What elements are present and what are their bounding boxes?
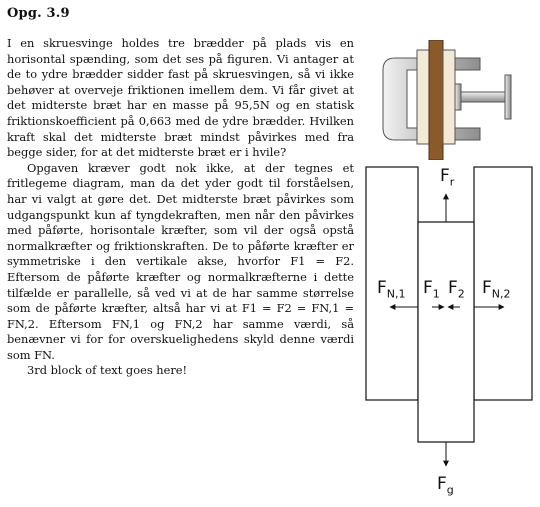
- c-clamp-drawing: [365, 40, 535, 160]
- middle-board-body: [418, 222, 474, 442]
- label-normal-2: $F_{N,2}$: [482, 278, 511, 301]
- clamp-screw: [460, 92, 505, 102]
- paragraph-placeholder: 3rd block of text goes here!: [27, 363, 188, 378]
- exercise-title: Opg. 3.9: [7, 6, 70, 21]
- paragraph-solution: Opgaven kræver godt nok ikke, at der tegnes et fritlegeme diagram, man da det yder godt til forståelsen, har vi valgt at gøre det. Det midterste bræt påvirkes som udgangspunkt kun af tyngdekraften, men når den påvirkes med påførte, horisontale kræfter, som vil der også opstå normalkræfter og friktionskraften. De to påførte kræfter er symmetriske i den vertikale akse, hvorfor F1 = F2. Eftersom de påførte kræfter og normalkræfterne i dette tilfælde er parallelle, så ved vi at de har samme størrelse som de påførte kræfter, altså har vi at F1 = F2 = FN,1 = FN,2. Eftersom FN,1 og FN,2 har samme værdi, så benævner vi for for overskuelighedens skyld denne værdi som FN.: [7, 160, 354, 362]
- label-friction: $F_r$: [440, 166, 455, 189]
- label-normal-1: $F_{N,1}$: [377, 278, 406, 301]
- label-gravity: $F_g$: [437, 474, 454, 497]
- outer-board-right: [443, 50, 455, 144]
- c-clamp-illustration: [365, 40, 535, 160]
- free-body-drawing: [360, 160, 540, 507]
- label-applied-2: $F_2$: [448, 278, 465, 301]
- middle-board: [429, 40, 443, 160]
- outer-board-left: [417, 50, 429, 144]
- paragraph-problem: I en skruesvinge holdes tre brædder på plads vis en horisontal spænding, som det ses på figuren. Vi antager at de to ydre brædder sidder fast på skruesvingen, så vi ikke behøver at overveje friktionen imellem dem. Vi får givet at det midterste bræt har en masse på 95,5N og en statisk friktionskoefficient på 0,663 med de ydre brædder. Hvilken kraft skal det midterste bræt mindst påvirkes med fra begge sider, for at det midterste bræt er i hvile?: [7, 36, 354, 160]
- clamp-handle: [505, 75, 511, 119]
- free-body-diagram: [360, 160, 540, 507]
- label-applied-1: $F_1$: [423, 278, 440, 301]
- clamp-pad: [455, 84, 461, 110]
- exercise-text: [7, 36, 354, 379]
